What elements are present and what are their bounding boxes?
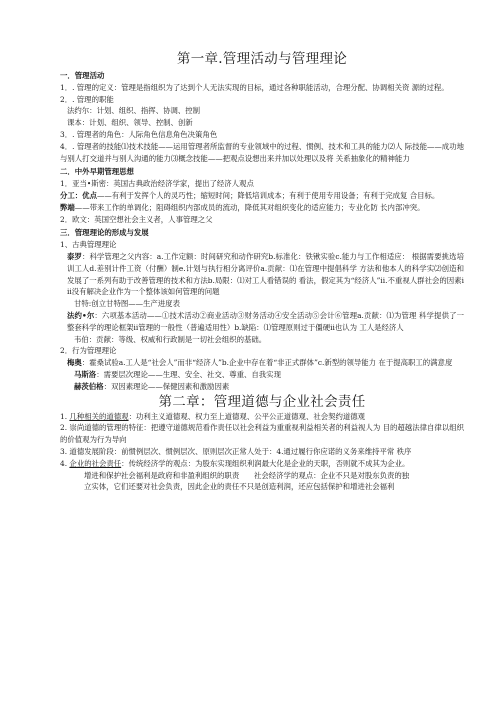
paragraph-division-cons: 弊端——带来工作的单调化；阻碍组织内部成员的流动，降低其对组织变化的适应能力；专业化防 长内部冲突。 — [60, 202, 425, 212]
maslow-label: 马斯洛 — [74, 369, 97, 379]
mayo-label: 梅奥 — [67, 358, 82, 368]
section2-heading: 二．中外早期管理思想 — [60, 167, 134, 177]
paragraph-skills: 4．. 管理者的技能⑴技术技能——运用管理者所监督的专业领域中的过程、惯例、技术和工具的能力⑵人 际技能——成功地与别人打交道并与别人沟通的能力⑶概念技能——把观点设想出来并加以处理以及将 关系抽象化的精神能力 — [60, 141, 464, 163]
section1-heading: 一．管理活动 — [60, 71, 105, 80]
list-item: 3. 道德发展阶段：前惯例层次、惯例层次、原则层次正常人处于：4.通过履行你应诺的义务来维持平常 秩序 — [60, 446, 412, 456]
paragraph-behavioral: 2．行为管理理论 — [60, 346, 117, 356]
paragraph-maslow: 马斯洛：需要层次理论——生理、安全、社交、尊重、自我实现 — [74, 369, 281, 379]
list-item: 4. 企业的社会责任：传统经济学的观点：为股东实现组织利润最大化是企业的天职，否则就不成其为企业。 — [60, 458, 410, 468]
paragraph-herzberg: 赫茨伯格：双因素理论——保健因素和激励因素 — [74, 381, 230, 391]
social-responsibility-link[interactable]: 企业的社会责任 — [69, 458, 122, 468]
paragraph-roles: 3．. 管理者的角色：人际角色信息角色决策角色 — [60, 129, 218, 139]
fayol-label: 法约•尔 — [67, 310, 95, 320]
paragraph-definition: 1．. 管理的定义：管理是指组织为了达到个人无法实现的目标，通过各种职能活动，合理分配、协调相关资 源的过程。 — [60, 82, 449, 92]
paragraph-fayol-functions: 法约尔：计划、组织、指挥、协调、控制 — [67, 106, 201, 116]
paragraph-textbook-functions: 课本：计划、组织、领导、控制、创新 — [67, 118, 193, 128]
paragraph-item4-continued: 增进和保护社会福利是政府和非盈利组织的职责 社会经济学的观点：企业不只是对股东负责的独 — [84, 470, 410, 480]
paragraph-adam-smith: 1．亚当•斯密：英国古典政治经济学家，提出了经济人观点 — [60, 179, 254, 189]
herzberg-label: 赫茨伯格 — [74, 381, 104, 391]
paragraph-taylor: 泰罗：科学管理之父内容：a.工作定额：时间研究和动作研究b.标准化：铁锹实验c.能力与工作相适应： 根据需要挑选培训工人d.差别计件工资（付酬）制e.计划与执行相分离评价a.贡献：⑴在管理中提倡科学 方法和他本人的科学实⑵创造和发展了一系列有助于改善管理的技术和方法b.局限：⑴对工人看错误的 看法，假定其为“经济人”ii.不重视人群社会的因素iii没有解决企业作为一个整体该如何管理的问题 — [67, 251, 464, 297]
division-cons-label: 弊端 — [60, 202, 75, 212]
list-item: 2. 崇尚道德的管理的特征：把遵守道德规范看作责任以社会利益为重重视利益相关者的利益视人为 目的超越法律自律以组织的价值观为行为导向 — [60, 423, 464, 445]
paragraph-division-pros: 分工：优点——有利于发挥个人的灵巧性；缩短时间；降低培训成本；有利于使用专用设备；有利于完成复 合目标。 — [60, 190, 440, 200]
paragraph-mayo: 梅奥：霍桑试验a.工人是“社会人”而非“经济人”b.企业中存在着“非正式群体”c.新型的领导能力 在于提高职工的满意度 — [67, 358, 453, 368]
paragraph-owen: 2．欧文：英国空想社会主义者，人事管理之父 — [60, 214, 213, 224]
ethics-views-link[interactable]: 几种相关的道德观 — [69, 411, 129, 421]
chapter1-title: 第一章.管理活动与管理理论 — [176, 51, 348, 67]
division-pros-label: 分工：优点 — [60, 190, 97, 200]
list-item: 1. 几种相关的道德观：功利主义道德观、权力至上道德观、公平公正道德观、社会契约道德观 — [60, 411, 366, 421]
paragraph-weber: 韦伯：贡献：等级、权威和行政制是一切社会组织的基础。 — [74, 334, 267, 344]
taylor-label: 泰罗 — [67, 251, 82, 261]
paragraph-fayol: 法约•尔：六项基本活动——①技术活动②商业活动③财务活动④安全活动⑤会计⑥管理a.贡献：⑴为管理 科学提供了一整套科学的理论框架ii管理的一般性（普遍适用性）b.缺陷：⑴管理原则过于僵硬ii也认为 工人是经济人 — [67, 310, 464, 332]
paragraph-gantt: 甘特:创立甘特图——生产进度表 — [74, 299, 180, 309]
chapter2-title: 第二章：管理道德与企业社会责任 — [158, 393, 366, 410]
paragraph-functions: 2．. 管理的职能 — [60, 94, 114, 104]
paragraph-classical: 1、古典管理理论 — [60, 240, 117, 250]
section3-heading: 三．管理理论的形成与发展 — [60, 228, 149, 238]
paragraph-item4-continued: 立实体，它们还要对社会负责，因此企业的责任不只是创造利润，还应包括保护和增进社会福利 — [84, 482, 395, 492]
